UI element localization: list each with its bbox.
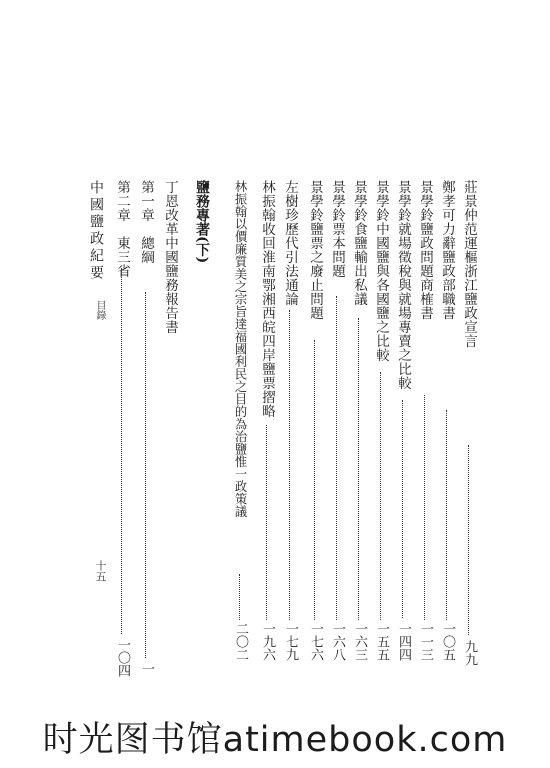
leader-dots — [358, 318, 359, 620]
leader-dots — [336, 296, 337, 620]
entry-page: 一五五 — [374, 622, 389, 661]
entry-title: 鄭孝可力辭鹽政部職書 — [439, 180, 455, 320]
entry-page: 一 — [139, 662, 154, 675]
entry-page: 一六三 — [352, 622, 367, 661]
entry-title: 林振翰以價廉質美之宗旨達福國利民之目的為治鹽惟一政策議 — [233, 180, 247, 518]
entry-title: 景學鈴鹽票之廢止問題 — [307, 180, 323, 320]
entry-title: 左樹珍歷代引法通論 — [282, 180, 298, 306]
leader-dots — [145, 292, 146, 658]
entry-title: 景學鈴就場徵稅與就場專賣之比較 — [395, 180, 411, 390]
leader-dots — [424, 395, 425, 620]
leader-dots — [314, 340, 315, 620]
running-head-section: 目錄 — [94, 300, 105, 320]
entry-title: 林振翰收回淮南鄂湘西皖四岸鹽票摺略 — [259, 180, 275, 418]
entry-title: 景學鈴食鹽輸出私議 — [351, 180, 367, 306]
entry-page: 九九 — [462, 640, 477, 666]
entry-title: 莊景仲范運樞浙江鹽政宣言 — [461, 180, 477, 348]
leader-dots — [446, 410, 447, 620]
running-head-title: 中國鹽政紀要 — [88, 180, 104, 282]
leader-dots — [239, 574, 240, 620]
entry-page: 一七六 — [308, 622, 323, 661]
leader-dots — [289, 310, 290, 620]
section-header: 鹽務專著(下) — [194, 180, 210, 264]
leader-dots — [402, 400, 403, 618]
entry-title: 第一章 總綱 — [138, 180, 154, 264]
leader-dots — [121, 268, 122, 634]
entry-page: 一九六 — [260, 622, 275, 661]
leader-dots — [380, 372, 381, 620]
entry-page: 一〇四 — [115, 638, 130, 677]
entry-title: 景學鈴鹽政問題商榷書 — [417, 180, 433, 320]
entry-title: 第二章 東三省 — [114, 180, 130, 278]
entry-title: 景學鈴票本問題 — [329, 180, 345, 278]
entry-page: 一〇五 — [440, 622, 455, 661]
page-folio: 十五 — [94, 560, 107, 582]
entry-title: 景學鈴中國鹽與各國鹽之比較 — [373, 180, 389, 362]
leader-dots — [266, 425, 267, 620]
entry-page: 一四四 — [396, 622, 411, 661]
entry-title: 丁恩改革中國鹽務報告書 — [162, 180, 178, 334]
entry-page: 一六八 — [330, 622, 345, 661]
leader-dots — [468, 445, 469, 635]
entry-page: 一七九 — [283, 622, 298, 661]
entry-page: 一一三 — [418, 622, 433, 661]
watermark-banner: 时光图书馆atimebook.com — [42, 720, 508, 760]
entry-page: 二〇二 — [233, 622, 248, 661]
